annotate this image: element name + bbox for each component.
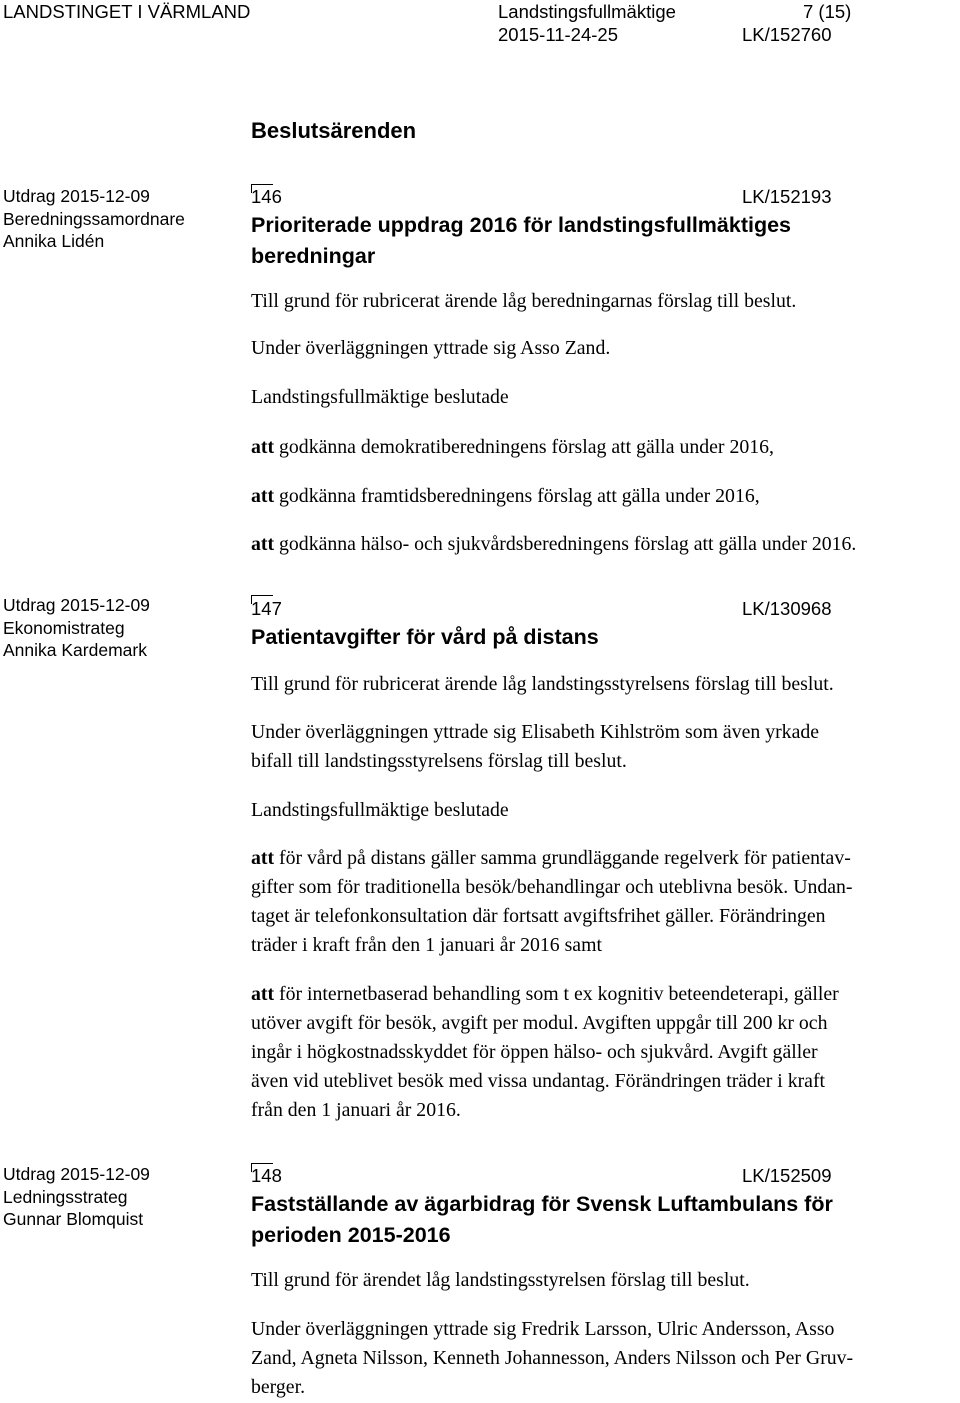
basis-paragraph: Till grund för rubricerat ärende låg beredningarnas förslag till beslut.: [251, 290, 797, 312]
body-name: Landstingsfullmäktige: [498, 1, 676, 22]
item-146-sidebar: [3, 185, 185, 253]
item-number: 146: [251, 186, 282, 207]
item-title: Patientavgifter för vård på distans: [251, 625, 599, 649]
decision-2: att för internetbaserad behandling som t ex kognitiv beteendeterapi, gäller utöver avgift för besök, avgift per modul. Avgiften uppgår till 200 kr och ingår i högkostnadsskyddet för öppen hälso- och sjukvård. Avgift gäller även vid uteblivet besök med vissa undantag. Förändringen träder i kraft från den 1 januari år 2016.: [251, 983, 839, 1121]
paragraph-mark-top: [251, 1163, 273, 1164]
item-case-number: LK/152193: [742, 186, 832, 207]
official-name: Annika Kardemark: [3, 640, 147, 660]
decision-3: att godkänna hälso- och sjukvårdsberedningens förslag att gälla under 2016.: [251, 533, 857, 555]
paragraph-mark-top: [251, 595, 273, 596]
deliberation-paragraph: Under överläggningen yttrade sig Asso Zand.: [251, 337, 611, 359]
page-number: 7 (15): [803, 1, 852, 22]
meeting-date: 2015-11-24-25: [498, 24, 618, 45]
decision-intro: Landstingsfullmäktige beslutade: [251, 386, 509, 408]
org-name: LANDSTINGET I VÄRMLAND: [3, 1, 251, 22]
official-name: Gunnar Blomquist: [3, 1209, 144, 1229]
extract-date: Utdrag 2015-12-09: [3, 595, 150, 615]
document-case-number: LK/152760: [742, 24, 832, 45]
item-title: Fastställande av ägarbidrag för Svensk Luftambulans för perioden 2015-2016: [251, 1192, 833, 1247]
deliberation-paragraph: Under överläggningen yttrade sig Fredrik Larsson, Ulric Andersson, Asso Zand, Agneta Nilsson, Kenneth Johannesson, Anders Nilsson och Per Gruv- berger.: [251, 1318, 854, 1398]
basis-paragraph: Till grund för ärendet låg landstingsstyrelsen förslag till beslut.: [251, 1269, 750, 1291]
item-title: Prioriterade uppdrag 2016 för landstingsfullmäktiges beredningar: [251, 213, 792, 268]
decision-intro: Landstingsfullmäktige beslutade: [251, 799, 509, 821]
deliberation-paragraph: Under överläggningen yttrade sig Elisabeth Kihlström som även yrkade bifall till landstingsstyrelsens förslag till beslut.: [251, 721, 820, 772]
paragraph-mark-top: [251, 184, 273, 185]
official-title: Beredningssamordnare: [3, 208, 185, 229]
official-name: Annika Lidén: [3, 231, 105, 251]
decision-2: att godkänna framtidsberedningens förslag att gälla under 2016,: [251, 485, 760, 507]
official-title: Ekonomistrateg: [3, 617, 125, 638]
item-number: 147: [251, 598, 282, 619]
item-case-number: LK/130968: [742, 598, 832, 619]
extract-date: Utdrag 2015-12-09: [3, 1164, 150, 1184]
item-number: 148: [251, 1165, 282, 1186]
extract-date: Utdrag 2015-12-09: [3, 186, 150, 206]
official-title: Ledningsstrateg: [3, 1186, 128, 1207]
decision-1: att godkänna demokratiberedningens förslag att gälla under 2016,: [251, 436, 774, 458]
item-147-sidebar: [3, 594, 150, 662]
basis-paragraph: Till grund för rubricerat ärende låg landstingsstyrelsens förslag till beslut.: [251, 673, 834, 695]
item-148-sidebar: [3, 1163, 150, 1231]
section-title: Beslutsärenden: [251, 118, 417, 143]
decision-1: att för vård på distans gäller samma grundläggande regelverk för patientav- gifter som för traditionella besök/behandlingar och uteblivna besök. Undan- taget är telefonkonsultation där fortsatt avgiftsfrihet gäller. Förändringen träder i kraft från den 1 januari år 2016 samt: [251, 847, 853, 956]
item-case-number: LK/152509: [742, 1165, 832, 1186]
